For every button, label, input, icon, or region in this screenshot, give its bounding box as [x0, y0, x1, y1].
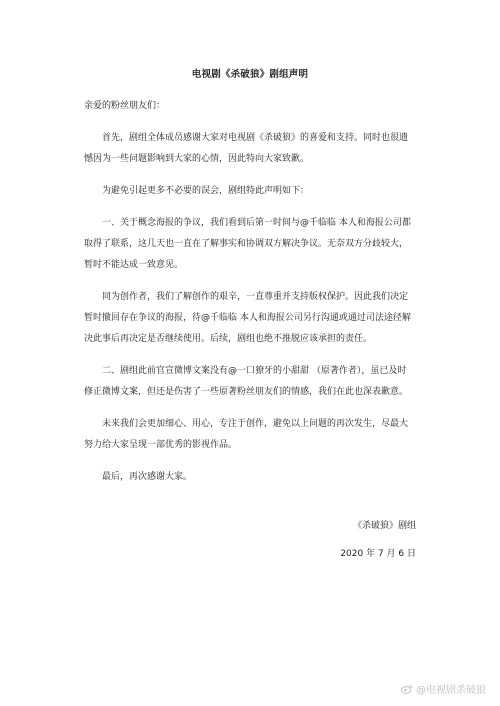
- greeting: 亲爱的粉丝朋友们：: [84, 101, 166, 111]
- document-title: 电视剧《杀破狼》剧组声明: [191, 69, 309, 80]
- watermark-text: @电视剧杀破狼: [416, 685, 486, 696]
- paragraph-author-tag: 二、剧组此前官宣微博文案没有@一口獠牙的小甜甜 （原著作者），虽已及时修正微博文案，但还是伤害了一些原著粉丝朋友们的情感，我们在此也深表歉意。: [84, 366, 409, 397]
- paragraph-closing: 最后，再次感谢大家。: [102, 472, 193, 482]
- signature-date: 2020 年 7 月 6 日: [340, 549, 416, 559]
- paragraph-intro: 为避免引起更多不必要的误会，剧组特此声明如下：: [102, 186, 310, 196]
- paragraph-poster-dispute: 一、关于概念海报的争议，我们看到后第一时间与@千临临 本人和海报公司都取得了联系，这几天也一直在了解事实和协调双方解决争议。无奈双方分歧较大，暂时不能达成一致意见。: [84, 218, 411, 270]
- document-body: [84, 96, 414, 499]
- signature: 《杀破狼》剧组: [352, 521, 416, 531]
- paragraph-copyright: 同为创作者，我们了解创作的艰辛，一直尊重并支持版权保护。因此我们决定暂时撤回存在争议的海报，待@千临临 本人和海报公司另行沟通或通过司法途径解决此事后再决定是否继续使用。后续，剧组也绝不推脱应该承担的责任。: [84, 292, 411, 344]
- weibo-watermark: [401, 681, 486, 696]
- paragraph-thanks: 首先，剧组全体成员感谢大家对电视剧《杀破狼》的喜爱和支持。同时也很遗憾因为一些问题影响到大家的心情，因此特向大家致歉。: [84, 133, 409, 164]
- paragraph-future: 未来我们会更加细心、用心，专注于创作，避免以上问题的再次发生，尽最大努力给大家呈现一部优秀的影视作品。: [84, 419, 409, 450]
- weibo-icon: [401, 684, 413, 694]
